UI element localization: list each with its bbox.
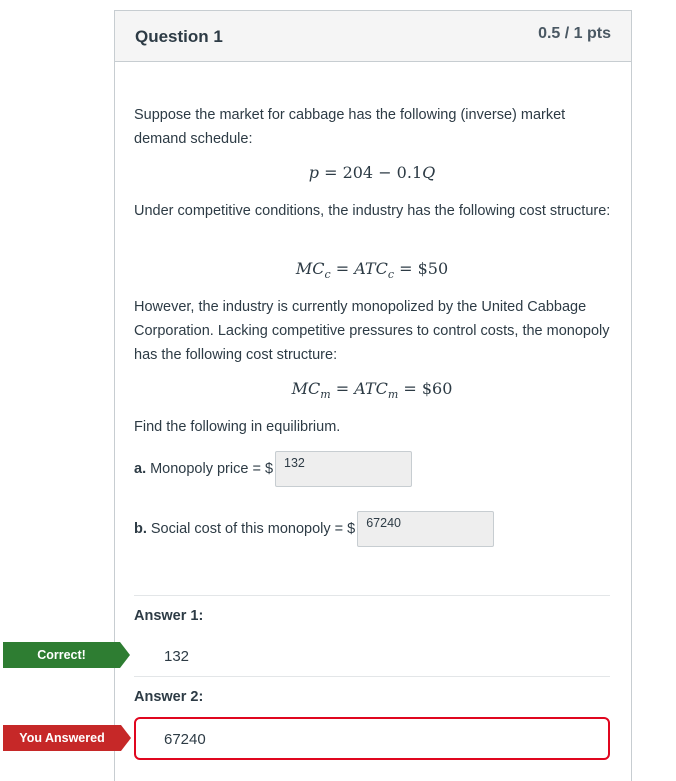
part-b-label: b. <box>134 521 147 537</box>
part-b-answer-field[interactable]: 67240 <box>357 511 494 547</box>
correct-flag: Correct! <box>3 642 120 668</box>
demand-formula: p = 204 − 0.1Q <box>308 163 436 182</box>
monopoly-text: However, the industry is currently monopolized by the United Cabbage Corporation. Lacking competitive pressures to control costs, the monopoly has the following cost structure: <box>134 299 610 363</box>
part-a-text: Monopoly price = $ <box>150 461 274 477</box>
part-a-row <box>134 451 412 487</box>
you-answered-flag: You Answered <box>3 725 121 751</box>
find-text: Find the following in equilibrium. <box>134 419 341 435</box>
monopoly-cost-formula: $MC_m = ATC_m$ = $60 <box>291 379 453 402</box>
answer-2-label: Answer 2: <box>134 689 204 705</box>
question-title: Question 1 <box>135 27 223 46</box>
part-a-answer-field[interactable]: 132 <box>275 451 412 487</box>
answer-1-value: 132 <box>164 648 190 665</box>
part-b-text: Social cost of this monopoly = $ <box>150 521 356 537</box>
answer-1-label: Answer 1: <box>134 608 204 624</box>
intro-text: Suppose the market for cabbage has the following (inverse) market demand schedule: <box>134 107 566 147</box>
answer-2-value: 67240 <box>164 731 206 748</box>
question-header <box>115 11 631 62</box>
divider <box>134 676 610 677</box>
question-points: 0.5 / 1 pts <box>538 25 611 42</box>
divider <box>134 595 610 596</box>
competitive-cost-formula: $MC_c = ATC_c$ = $50 <box>295 259 449 282</box>
part-b-row <box>134 511 494 547</box>
part-a-label: a. <box>134 461 147 477</box>
competitive-text: Under competitive conditions, the industry has the following cost structure: <box>134 203 611 219</box>
